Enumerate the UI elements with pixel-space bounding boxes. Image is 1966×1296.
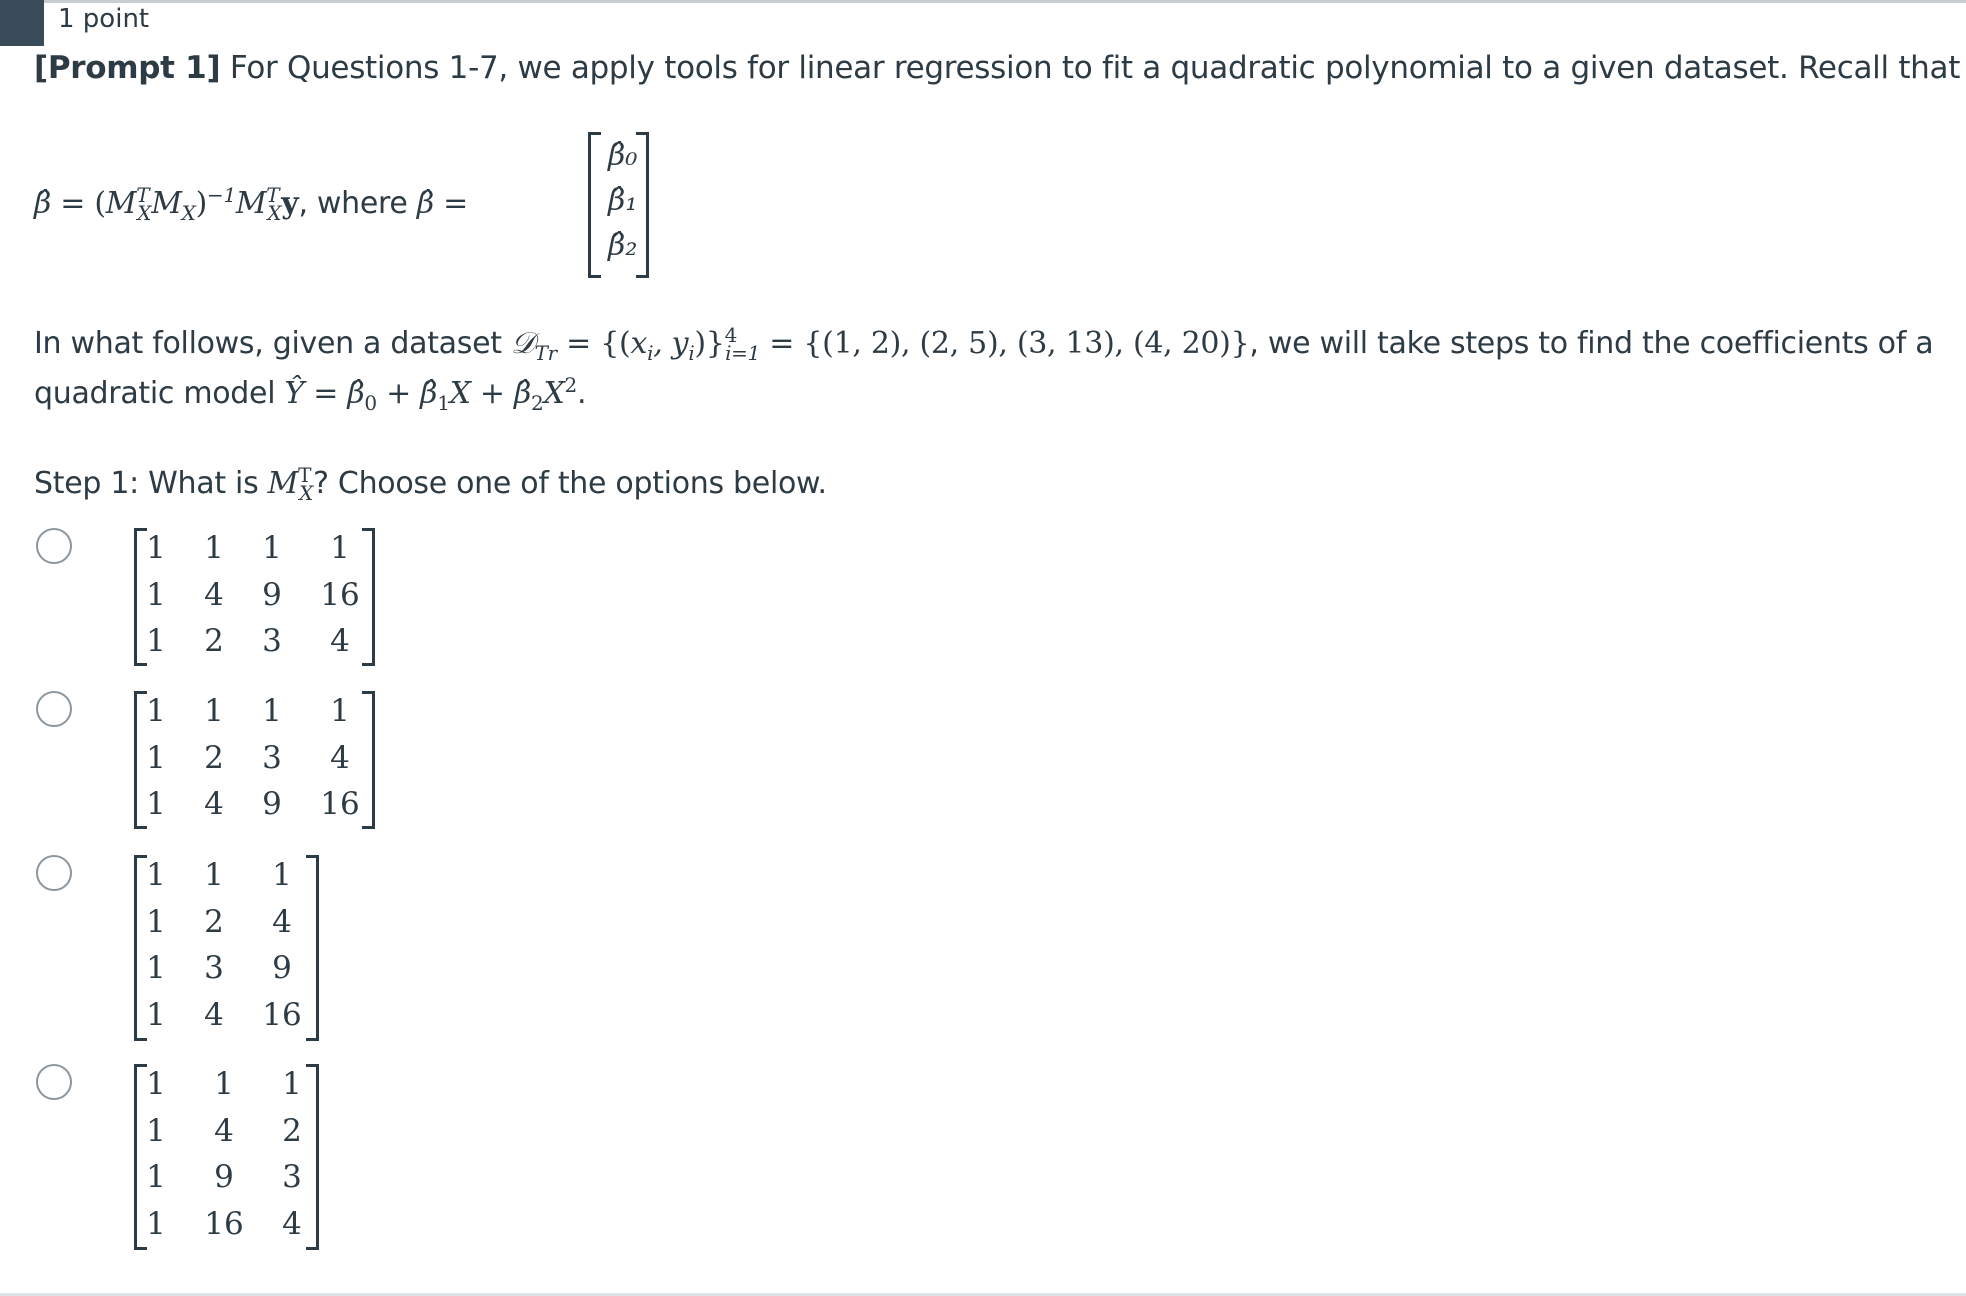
prompt-text <box>34 50 1960 86</box>
formula-where: where <box>316 186 408 221</box>
option-1-radio[interactable] <box>36 528 72 564</box>
matrix-cell: 1 <box>204 530 224 566</box>
matrix-cell: 2 <box>282 1112 302 1149</box>
matrix-cell: 3 <box>282 1159 302 1195</box>
matrix-cell: 1 <box>146 996 166 1033</box>
matrix-cell: 2 <box>204 903 224 940</box>
matrix-cell: 2 <box>204 623 224 659</box>
matrix-cell: 4 <box>214 1112 234 1149</box>
matrix-cell: 1 <box>146 1066 166 1102</box>
matrix-cell: 9 <box>262 576 282 613</box>
matrix-cell: 16 <box>320 576 360 613</box>
matrix-cell: 1 <box>146 1205 166 1242</box>
matrix-cell: 1 <box>204 693 224 729</box>
matrix-cell: 1 <box>330 530 350 566</box>
model-equation: Ŷ = $\betâ_0$ + $\betâ_1X$ + $\betâ_2X^2$ <box>284 373 577 415</box>
dataset-intro: In what follows, given a dataset <box>34 326 502 361</box>
question-points: 1 point <box>58 4 150 34</box>
formula-beta: β̂ = <box>416 186 468 221</box>
matrix-cell: 1 <box>204 857 224 893</box>
dataset-outro: , we will take steps to find the coefficients of a <box>1249 326 1934 361</box>
model-intro: quadratic model <box>34 376 276 411</box>
option-3-matrix[interactable] <box>134 851 318 1039</box>
matrix-cell: 1 <box>146 1159 166 1195</box>
matrix-cell: 16 <box>320 786 360 822</box>
matrix-cell: 1 <box>282 1066 302 1102</box>
matrix-cell: 1 <box>272 857 292 893</box>
matrix-cell: 9 <box>262 786 282 822</box>
matrix-cell: 1 <box>214 1066 234 1102</box>
beta-formula: β̂ = $(M^T_XM_X)^{-1}M^T_Xy$, where β̂ = <box>34 183 468 225</box>
matrix-cell: 16 <box>204 1205 244 1242</box>
matrix-cell: 1 <box>146 903 166 940</box>
matrix-cell: 4 <box>204 786 224 822</box>
mx-transpose: $M^T_X$ <box>267 463 314 505</box>
model-line: quadratic model Ŷ = $\betâ_0$ + $\betâ_1X$ + $\betâ_2X^2$. <box>34 373 587 415</box>
matrix-cell: 1 <box>262 693 282 729</box>
prompt-body: For Questions 1-7, we apply tools for linear regression to fit a quadratic polynomial to a given dataset. Recall that <box>229 50 1961 86</box>
question-marker <box>0 0 44 46</box>
option-2-radio[interactable] <box>36 691 72 727</box>
step-intro: Step 1: What is <box>34 466 259 501</box>
matrix-cell: 1 <box>262 530 282 566</box>
option-4-matrix[interactable] <box>134 1060 318 1248</box>
matrix-cell: 4 <box>282 1205 302 1242</box>
matrix-cell: 3 <box>204 950 224 986</box>
beta-vector <box>588 132 648 278</box>
matrix-cell: 4 <box>204 576 224 613</box>
matrix-cell: 4 <box>204 996 224 1033</box>
matrix-cell: 3 <box>262 623 282 659</box>
step-outro: ? Choose one of the options below. <box>313 466 827 501</box>
matrix-cell: 1 <box>146 530 166 566</box>
matrix-cell: 1 <box>146 739 166 776</box>
matrix-cell: 1 <box>146 857 166 893</box>
matrix-cell: 9 <box>214 1159 234 1195</box>
option-3-radio[interactable] <box>36 855 72 891</box>
matrix-cell: 9 <box>272 950 292 986</box>
matrix-cell: 1 <box>330 693 350 729</box>
matrix-cell: 1 <box>146 576 166 613</box>
dataset-symbol: 𝒟$_{Tr}$ = {($x_i$, $y_i)\}^4_{i=1}$ = <box>510 323 795 365</box>
matrix-cell: 2 <box>204 739 224 776</box>
matrix-cell: 4 <box>330 623 350 659</box>
matrix-cell: 3 <box>262 739 282 776</box>
matrix-cell: 1 <box>146 786 166 822</box>
matrix-cell: 4 <box>330 739 350 776</box>
dataset-points: {(1, 2), (2, 5), (3, 13), (4, 20)} <box>803 326 1250 361</box>
beta-1: β̂₁ <box>608 183 638 218</box>
prompt-label: [Prompt 1] <box>34 50 221 86</box>
matrix-cell: 16 <box>262 996 302 1033</box>
matrix-cell: 1 <box>146 693 166 729</box>
option-4-radio[interactable] <box>36 1064 72 1100</box>
option-2-matrix[interactable] <box>134 687 374 827</box>
beta-0: β̂₀ <box>608 138 638 173</box>
matrix-cell: 1 <box>146 623 166 659</box>
step-question <box>34 463 827 505</box>
matrix-cell: 1 <box>146 1112 166 1149</box>
dataset-line <box>34 323 1933 365</box>
formula-lhs: β̂ = $(M^T_XM_X)^{-1}M^T_Xy$ <box>34 183 299 225</box>
matrix-cell: 4 <box>272 903 292 940</box>
top-divider <box>0 0 1966 3</box>
matrix-cell: 1 <box>146 950 166 986</box>
beta-2: β̂₂ <box>608 228 638 263</box>
option-1-matrix[interactable] <box>134 524 374 664</box>
